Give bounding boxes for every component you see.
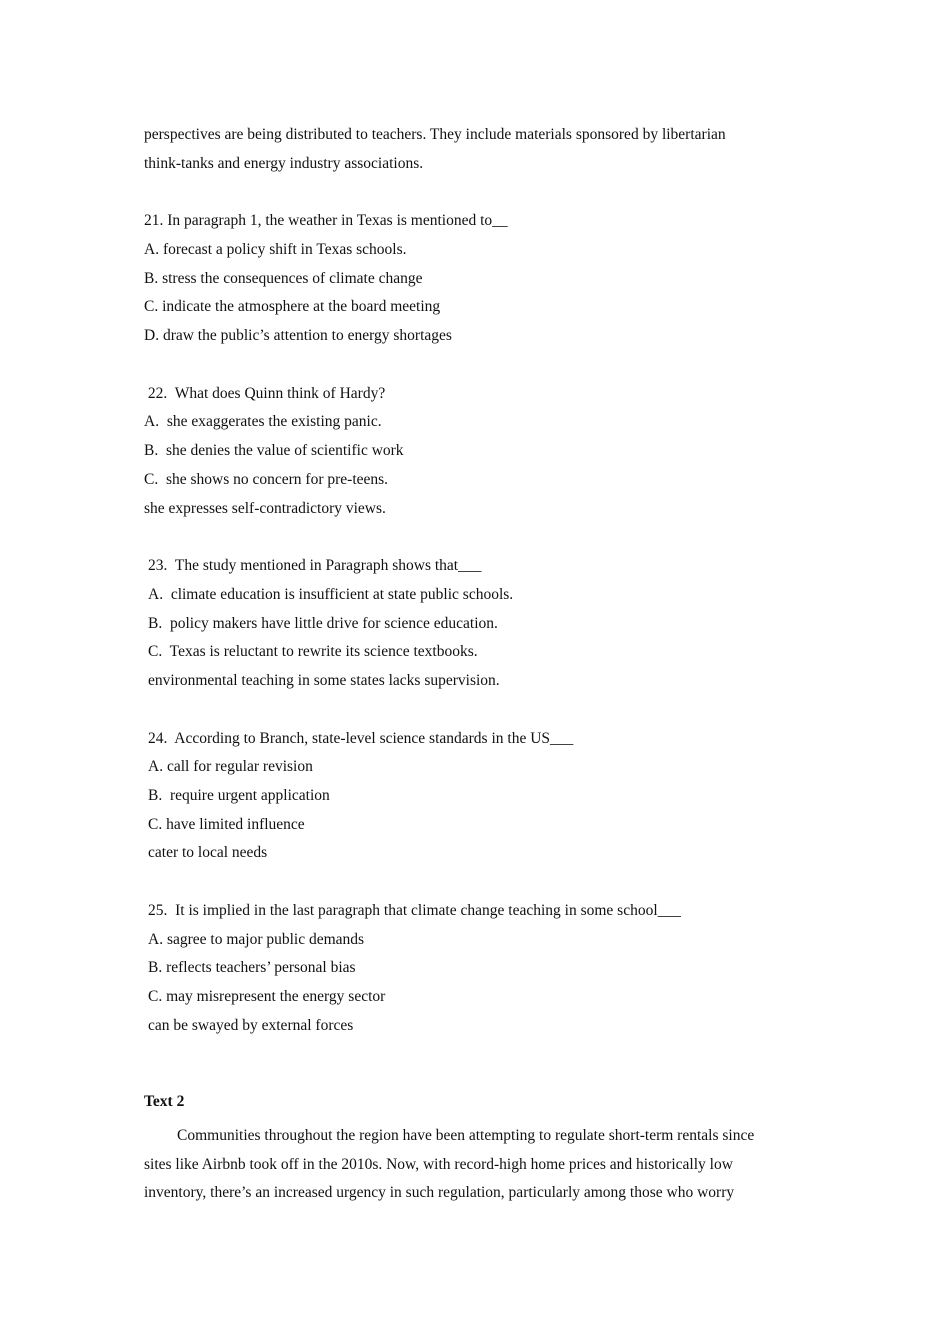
question-21-option-c: C. indicate the atmosphere at the board meeting bbox=[144, 298, 441, 315]
question-25-option-c: C. may misrepresent the energy sector bbox=[148, 988, 386, 1005]
question-24-option-b: B. require urgent application bbox=[148, 787, 330, 804]
question-22-stem: 22. What does Quinn think of Hardy? bbox=[144, 385, 386, 402]
question-22-option-c: C. she shows no concern for pre-teens. bbox=[144, 471, 389, 488]
question-23-option-d: environmental teaching in some states lacks supervision. bbox=[148, 672, 500, 689]
question-21-option-b: B. stress the consequences of climate change bbox=[144, 270, 423, 287]
question-23-option-b: B. policy makers have little drive for science education. bbox=[148, 615, 498, 632]
question-24-option-c: C. have limited influence bbox=[148, 816, 305, 833]
question-25-option-a: A. sagree to major public demands bbox=[148, 931, 365, 948]
text-2-line-3: inventory, there’s an increased urgency in such regulation, particularly among those who worry bbox=[144, 1184, 735, 1201]
question-21-option-d: D. draw the public’s attention to energy shortages bbox=[144, 327, 452, 344]
text-2-line-1: Communities throughout the region have been attempting to regulate short-term rentals since bbox=[177, 1127, 755, 1144]
question-21-stem: 21. In paragraph 1, the weather in Texas is mentioned to__ bbox=[144, 212, 508, 229]
question-23-stem: 23. The study mentioned in Paragraph shows that___ bbox=[148, 557, 482, 574]
text-2-heading: Text 2 bbox=[144, 1093, 185, 1110]
question-25-option-d: can be swayed by external forces bbox=[148, 1017, 354, 1034]
question-23-option-a: A. climate education is insufficient at state public schools. bbox=[148, 586, 514, 603]
question-24-stem: 24. According to Branch, state-level science standards in the US___ bbox=[148, 730, 574, 747]
text-2-line-2: sites like Airbnb took off in the 2010s. Now, with record-high home prices and historically low bbox=[144, 1156, 733, 1173]
question-24-option-d: cater to local needs bbox=[148, 844, 268, 861]
question-21-option-a: A. forecast a policy shift in Texas schools. bbox=[144, 241, 407, 258]
question-22-option-b: B. she denies the value of scientific work bbox=[144, 442, 404, 459]
intro-line-1: perspectives are being distributed to teachers. They include materials sponsored by libertarian bbox=[144, 126, 726, 143]
question-22-option-a: A. she exaggerates the existing panic. bbox=[144, 413, 382, 430]
question-22-option-d: she expresses self-contradictory views. bbox=[144, 500, 386, 517]
intro-line-2: think-tanks and energy industry associations. bbox=[144, 155, 424, 172]
question-23-option-c: C. Texas is reluctant to rewrite its science textbooks. bbox=[148, 643, 478, 660]
question-25-stem: 25. It is implied in the last paragraph that climate change teaching in some school___ bbox=[148, 902, 681, 919]
question-25-option-b: B. reflects teachers’ personal bias bbox=[148, 959, 356, 976]
question-24-option-a: A. call for regular revision bbox=[148, 758, 313, 775]
